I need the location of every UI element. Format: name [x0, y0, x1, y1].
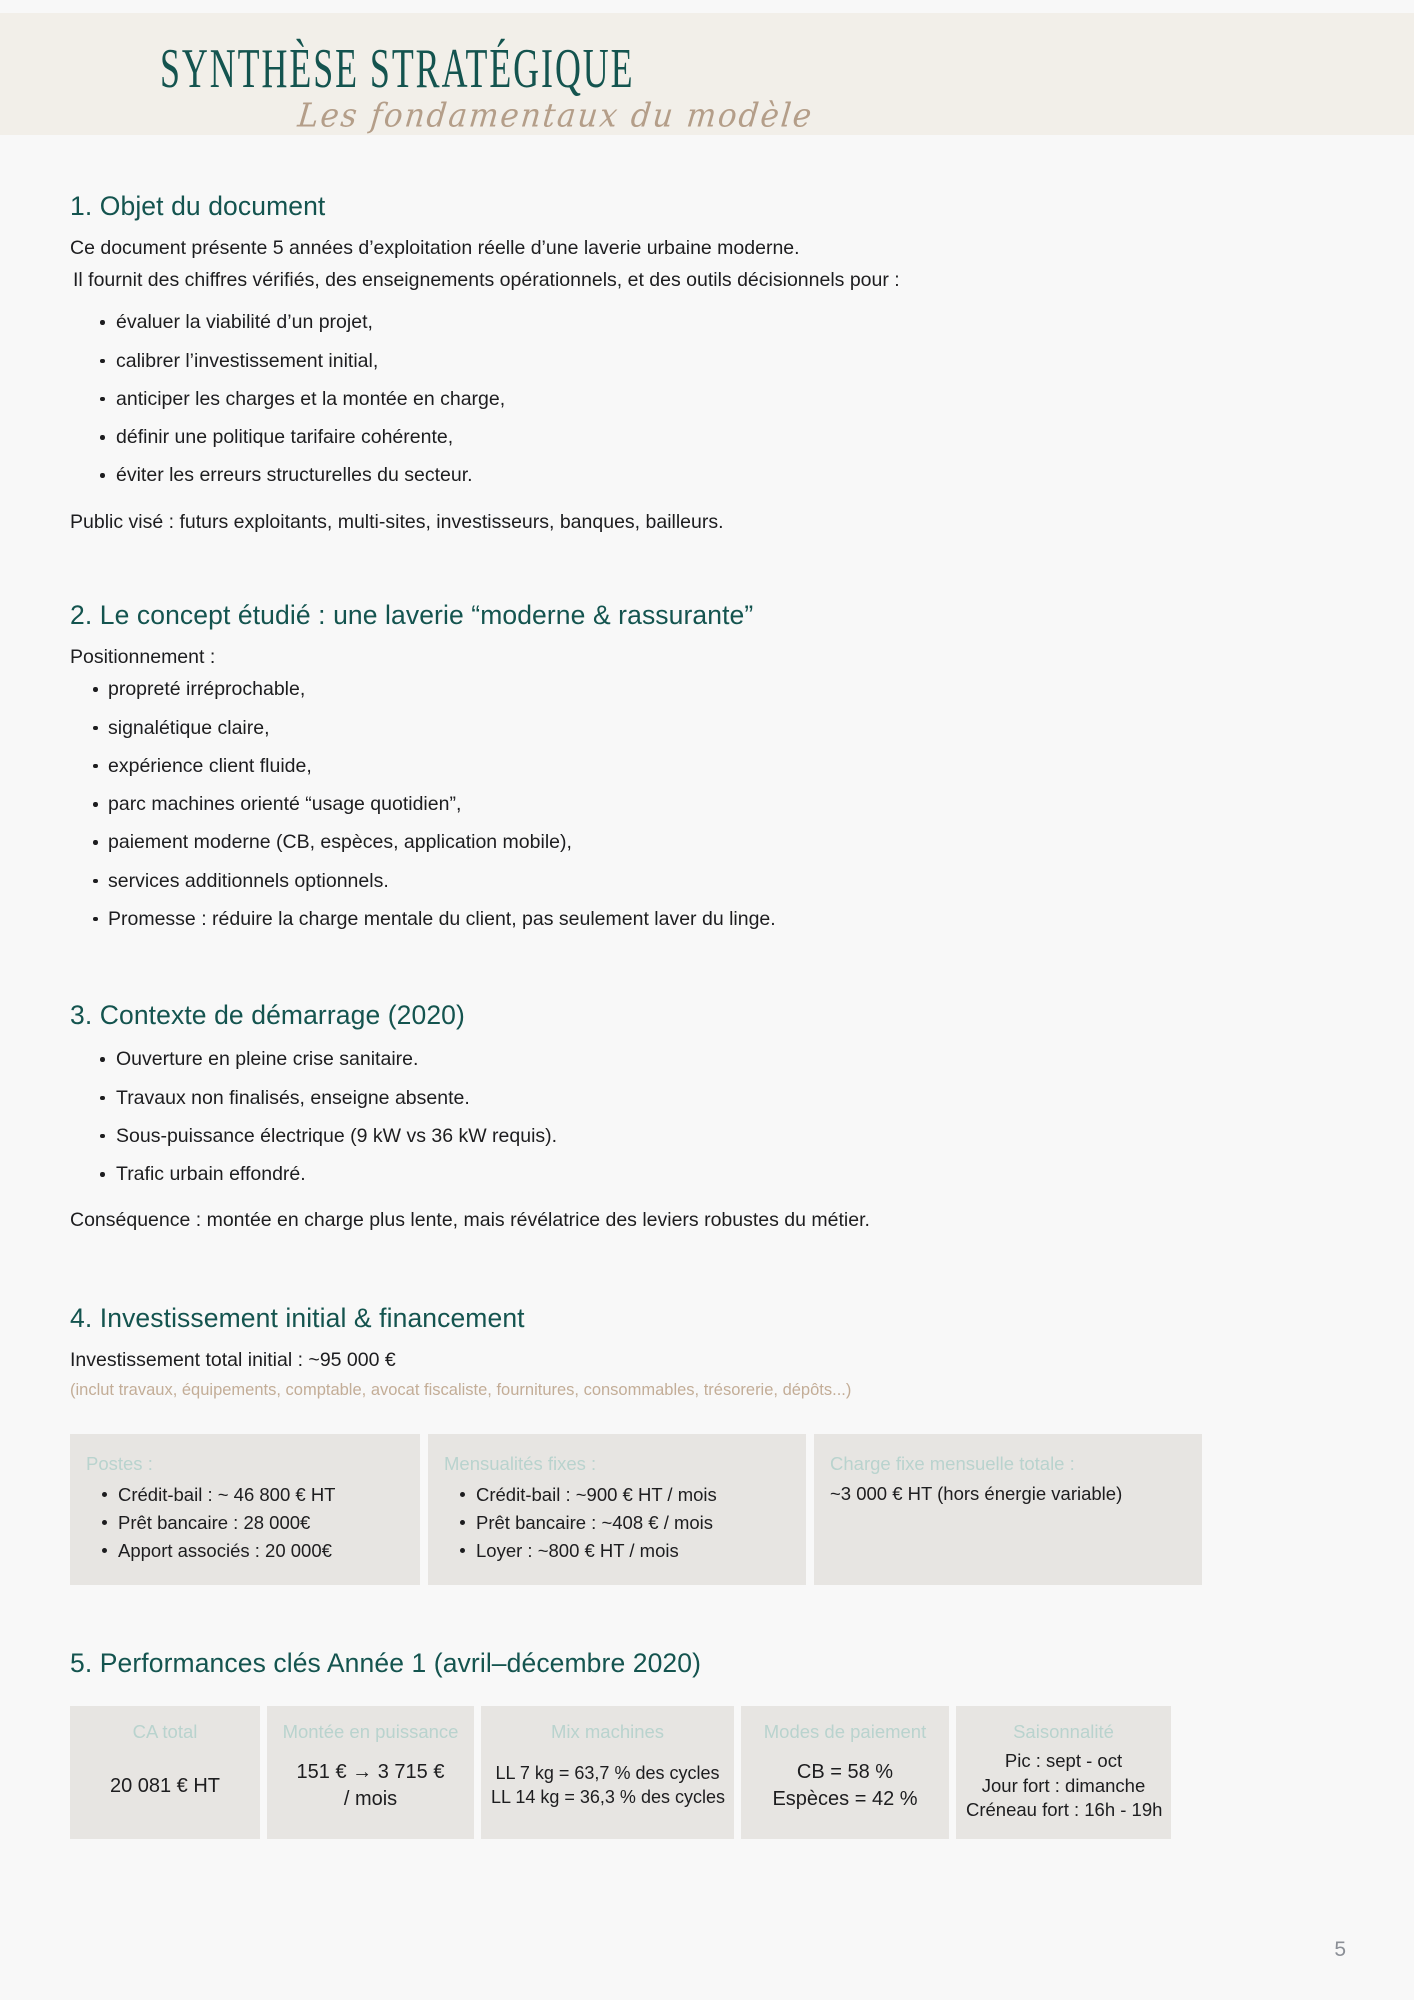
section-3-closing-text: Conséquence : montée en charge plus lente, mais révélatrice des leviers robustes du métier. — [70, 1209, 870, 1232]
list-item: Sous-puissance électrique (9 kW vs 36 kW requis). — [70, 1122, 1344, 1150]
investment-total-line: Investissement total initial : ~95 000 € — [70, 1348, 396, 1371]
section-investissement-financement — [70, 1236, 1344, 1585]
kpi-card-ca-total — [70, 1706, 260, 1839]
kpi-value-line: Créneau fort : 16h - 19h — [966, 1799, 1163, 1821]
kpi-card-body — [491, 1749, 724, 1823]
kpi-card-body — [966, 1749, 1161, 1823]
info-box-value: ~3 000 € HT (hors énergie variable) — [830, 1482, 1123, 1504]
kpi-card-body — [751, 1749, 939, 1823]
info-box-heading: Mensualités fixes : — [444, 1453, 597, 1475]
page-number: 5 — [1334, 1938, 1346, 1961]
section-objet-du-document — [70, 135, 1344, 537]
investment-box-row — [70, 1434, 1344, 1584]
kpi-card-row — [70, 1706, 1344, 1839]
section-performances-cles — [70, 1585, 1344, 1839]
list-item: Loyer : ~800 € HT / mois — [444, 1537, 790, 1565]
list-item: Promesse : réduire la charge mentale du client, pas seulement laver du linge. — [70, 905, 1344, 933]
kpi-card-body — [277, 1749, 464, 1823]
list-item: paiement moderne (CB, espèces, application mobile), — [70, 828, 1344, 856]
investment-note: (inclut travaux, équipements, comptable, avocat fiscaliste, fournitures, consommables, trésorerie, dépôts...) — [70, 1381, 852, 1400]
kpi-card-montee-en-puissance — [267, 1706, 474, 1839]
section-3-title: 3. Contexte de démarrage (2020) — [70, 1000, 465, 1031]
list-item: anticiper les charges et la montée en charge, — [70, 385, 1344, 413]
section-1-bullet-list — [70, 308, 1344, 489]
section-3-bullet-list — [70, 1045, 1344, 1188]
kpi-card-heading: CA total — [132, 1720, 198, 1742]
info-box-heading: Postes : — [86, 1453, 153, 1475]
list-item: éviter les erreurs structurelles du secteur. — [70, 461, 1344, 489]
kpi-card-heading: Saisonnalité — [1013, 1720, 1114, 1742]
kpi-value-line: CB = 58 % — [796, 1761, 894, 1784]
kpi-card-heading: Montée en puissance — [282, 1720, 459, 1742]
info-box-mensualites-fixes — [428, 1434, 806, 1584]
kpi-card-saisonnalite — [956, 1706, 1171, 1839]
list-item: expérience client fluide, — [70, 752, 1344, 780]
kpi-value-line: LL 7 kg = 63,7 % des cycles — [495, 1763, 720, 1784]
info-box-charge-fixe-mensuelle — [814, 1434, 1202, 1584]
list-item: parc machines orienté “usage quotidien”, — [70, 790, 1344, 818]
section-2-label: Positionnement : — [70, 646, 216, 669]
list-item: évaluer la viabilité d’un projet, — [70, 308, 1344, 336]
kpi-value-line: LL 14 kg = 36,3 % des cycles — [491, 1786, 725, 1807]
kpi-card-mix-machines — [481, 1706, 734, 1839]
kpi-value-line: 151 € → 3 715 € — [296, 1761, 445, 1784]
section-1-paragraph-1: Ce document présente 5 années d’exploitation réelle d’une laverie urbaine moderne. — [70, 237, 800, 260]
list-item: Apport associés : 20 000€ — [86, 1537, 404, 1565]
list-item: Travaux non finalisés, enseigne absente. — [70, 1084, 1344, 1112]
section-contexte-demarrage — [70, 933, 1344, 1235]
kpi-card-heading: Mix machines — [550, 1720, 665, 1742]
list-item: définir une politique tarifaire cohérente, — [70, 423, 1344, 451]
list-item: Prêt bancaire : ~408 € / mois — [444, 1509, 790, 1537]
list-item: calibrer l’investissement initial, — [70, 347, 1344, 375]
kpi-value-line: / mois — [343, 1787, 398, 1810]
kpi-value-line: Jour fort : dimanche — [981, 1774, 1146, 1796]
list-item: Trafic urbain effondré. — [70, 1160, 1344, 1188]
section-1-closing-text: Public visé : futurs exploitants, multi-sites, investisseurs, banques, bailleurs. — [70, 510, 724, 533]
document-subtitle: Les fondamentaux du modèle — [295, 97, 816, 136]
list-item: Crédit-bail : ~ 46 800 € HT — [86, 1481, 404, 1509]
info-box-heading: Charge fixe mensuelle totale : — [830, 1453, 1075, 1475]
info-box-list — [444, 1481, 790, 1565]
list-item: signalétique claire, — [70, 714, 1344, 742]
info-box-postes — [70, 1434, 420, 1584]
kpi-value-line: 20 081 € HT — [109, 1774, 221, 1797]
kpi-value-line: Espèces = 42 % — [772, 1787, 918, 1810]
list-item: Ouverture en pleine crise sanitaire. — [70, 1045, 1344, 1073]
section-4-title: 4. Investissement initial & financement — [70, 1302, 525, 1333]
kpi-card-body — [80, 1749, 250, 1823]
section-5-title: 5. Performances clés Année 1 (avril–décembre 2020) — [70, 1647, 702, 1678]
section-1-paragraph-2: Il fournit des chiffres vérifiés, des enseignements opérationnels, et des outils décisionnels pour : — [73, 268, 900, 291]
section-2-title: 2. Le concept étudié : une laverie “moderne & rassurante” — [70, 599, 754, 630]
document-title: SYNTHÈSE STRATÉGIQUE — [160, 37, 635, 100]
kpi-card-modes-de-paiement — [741, 1706, 949, 1839]
list-item: Crédit-bail : ~900 € HT / mois — [444, 1481, 790, 1509]
list-item: Prêt bancaire : 28 000€ — [86, 1509, 404, 1537]
document-header-band — [0, 13, 1414, 135]
kpi-value-line: Pic : sept - oct — [1004, 1750, 1123, 1772]
document-body — [0, 135, 1414, 1839]
list-item: services additionnels optionnels. — [70, 867, 1344, 895]
section-concept-etudie — [70, 537, 1344, 933]
section-2-bullet-list — [70, 675, 1344, 933]
list-item: propreté irréprochable, — [70, 675, 1344, 703]
info-box-list — [86, 1481, 404, 1565]
section-1-title: 1. Objet du document — [70, 191, 326, 221]
kpi-card-heading: Modes de paiement — [763, 1720, 927, 1742]
